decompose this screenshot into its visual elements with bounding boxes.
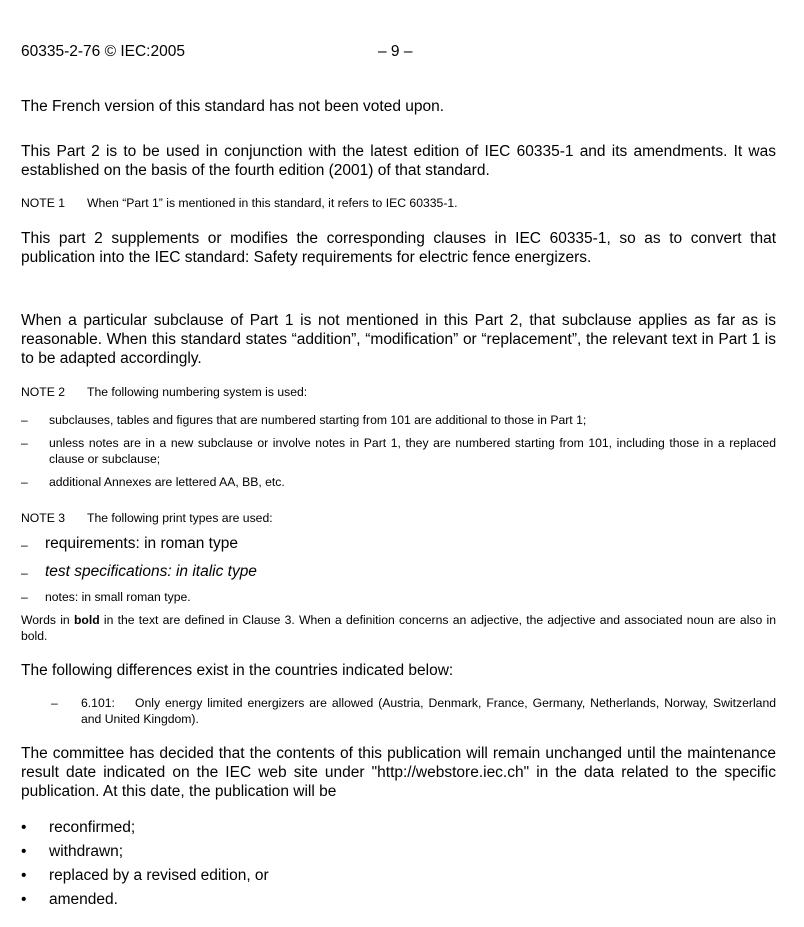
country-difference-text [81,695,776,727]
note-3-text: The following print types are used: [87,511,273,525]
note-2-label: NOTE 2 [21,385,66,399]
paragraph-part2-usage: This Part 2 is to be used in conjunction with the latest edition of IEC 60335-1 and its amendments. It was established on the basis of the fourth edition (2001) of that standard. [21,143,776,179]
note-1-label: NOTE 1 [21,196,66,210]
bold-definition-before: Words in [21,613,74,627]
dash-marker: – [21,590,28,604]
page-header [21,43,776,63]
note-2-item-text: subclauses, tables and figures that are numbered starting from 101 are additional to those in Part 1; [49,413,587,427]
note-3 [21,510,776,526]
outcome-text: amended. [49,891,118,908]
note-2-item-text: additional Annexes are lettered AA, BB, etc. [49,475,285,489]
dash-marker: – [51,696,58,710]
bold-definition-paragraph [21,612,776,644]
note-3-label: NOTE 3 [21,511,66,525]
standard-id: 60335-2-76 © IEC:2005 [21,43,185,60]
bullet-marker: • [21,891,27,908]
paragraph-supplements: This part 2 supplements or modifies the corresponding clauses in IEC 60335-1, so as to convert that publication into the IEC standard: Safety requirements for electric fence energizers. [21,230,776,266]
clause-reference: 6.101: [81,696,115,710]
paragraph-subclause-rule: When a particular subclause of Part 1 is not mentioned in this Part 2, that subclause applies as far as is reasonable. When this standard states “addition”, “modification” or “replacement”, the relevant text in Part 1 is to be adapted accordingly. [21,312,776,367]
bullet-marker: • [21,843,27,860]
dash-marker: – [21,436,28,450]
note-2-item-text: unless notes are in a new subclause or involve notes in Part 1, they are numbered starting from 101, including those in a replaced clause or subclause; [49,436,776,466]
dash-marker: – [21,413,28,427]
bullet-marker: • [21,819,27,836]
bold-definition-after: in the text are defined in Clause 3. When a definition concerns an adjective, the adjective and associated noun are also in bold. [21,613,776,643]
country-difference-body: Only energy limited energizers are allowed (Austria, Denmark, France, Germany, Netherlands, Norway, Switzerland and United Kingdom). [81,696,776,726]
page-number: – 9 – [378,43,413,60]
outcome-text: withdrawn; [49,843,124,860]
paragraph-differences-intro: The following differences exist in the countries indicated below: [21,662,454,679]
note-1-text: When “Part 1” is mentioned in this standard, it refers to IEC 60335-1. [87,196,458,210]
bold-definition-word: bold [73,613,100,627]
print-type-text: test specifications: in italic type [45,563,257,580]
note-1 [21,195,776,211]
paragraph-french-version: The French version of this standard has not been voted upon. [21,98,445,115]
outcome-text: reconfirmed; [49,819,136,836]
note-2-text: The following numbering system is used: [87,385,308,399]
outcome-text: replaced by a revised edition, or [49,867,269,884]
dash-marker: – [21,566,28,580]
print-type-text: notes: in small roman type. [45,590,191,604]
print-type-text: requirements: in roman type [45,535,238,552]
note-2 [21,384,776,400]
paragraph-committee: The committee has decided that the contents of this publication will remain unchanged until the maintenance result date indicated on the IEC web site under "http://webstore.iec.ch" in the data related to the specific publication. At this date, the publication will be [21,745,776,800]
dash-marker: – [21,538,28,552]
bullet-marker: • [21,867,27,884]
dash-marker: – [21,475,28,489]
